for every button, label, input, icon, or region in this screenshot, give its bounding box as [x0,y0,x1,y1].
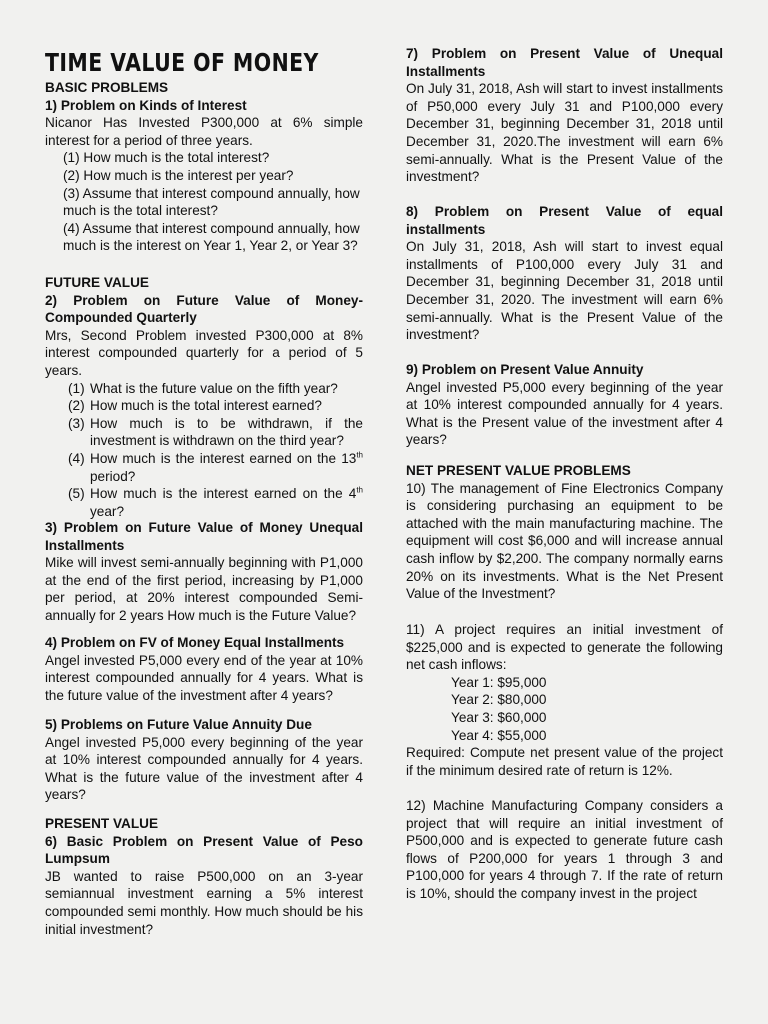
problem-9-title: 9) Problem on Present Value Annuity [406,362,644,377]
problem-11-required: Required: Compute net present value of the project if the minimum desired rate of return is 12%. [406,745,723,778]
question-item: (3) Assume that interest compound annually, how much is the total interest? [63,185,360,219]
basic-problems-heading: BASIC PROBLEMS [45,80,169,95]
problem-1-questions [45,149,363,255]
problem-6-text: JB wanted to raise P500,000 on an 3-year semiannual investment earning a 5% interest compounded semi monthly. How much should be his initial investment? [45,868,363,937]
problem-7-text: On July 31, 2018, Ash will start to invest installments of P50,000 every July 31 and P100,000 every December 31, beginning December 31, 2018 until December 31, 2020.The investment will earn 6% semi-annually. What is the Present Value of the investment? [406,81,723,185]
problem-8-text: On July 31, 2018, Ash will start to invest equal installments of P100,000 every July 31 and December 31, beginning December 31, 2018 until December 31, 2020. The investment will earn 6% semi-annually. What is the Present Value of the investment? [406,239,723,343]
future-value-section [45,274,363,520]
problem-11 [406,621,723,779]
problem-2-text: Mrs, Second Problem invested P300,000 at 8% interest compounded quarterly for a period of 5 years. [45,327,363,378]
npv-heading: NET PRESENT VALUE PROBLEMS [406,463,631,478]
cash-inflow-list [406,674,723,744]
list-item: Year 2: $80,000 [451,692,547,708]
problem-8 [406,203,723,344]
problem-5-text: Angel invested P5,000 every beginning of the year at 10% interest compounded annually for 4 years. What is the future value of the investment after 4 years? [45,734,363,803]
problem-1-title: 1) Problem on Kinds of Interest [45,97,247,113]
problem-4-title: 4) Problem on FV of Money Equal Installments [45,635,345,650]
problem-3-text: Mike will invest semi-annually beginning with P1,000 at the end of the first period, increasing by P1,000 per period, at 20% interest compounded Semi-annually for 2 years How much is the Future Value? [45,555,363,623]
problem-11-text: 11) A project requires an initial investment of $225,000 and is expected to generate the following net cash inflows: [406,622,723,673]
problem-7-title: 7) Problem on Present Value of Unequal Installments [406,46,723,79]
problem-8-title: 8) Problem on Present Value of equal installments [406,204,723,237]
problem-10-text: 10) The management of Fine Electronics Company is considering purchasing an equipment to be attached with the main manufacturing machine. The equipment will cost $6,000 and will increase annual cash inflow by $2,200. The company normally earns 20% on its investments. What is the Net Present Value of the Investment? [406,480,723,602]
problem-6-title: 6) Basic Problem on Present Value of Peso Lumpsum [45,833,363,867]
problem-2-questions [45,380,363,521]
problem-9-text: Angel invested P5,000 every beginning of the year at 10% interest compounded annually for 4 years. What is the Present value of the investment after 4 years? [406,379,723,448]
question-item: (2) How much is the interest per year? [63,167,294,183]
list-item: Year 1: $95,000 [451,674,547,690]
problem-7 [406,45,723,186]
problem-12-text: 12) Machine Manufacturing Company considers a project that will require an initial investment of P500,000 and is expected to generate future cash flows of P200,000 for years 1 through 3 and P100,000 for years 4 through 7. If the rate of return is 10%, should the company invest in the project [406,798,723,901]
npv-section [406,462,723,603]
problem-4 [45,634,363,704]
present-value-section [45,815,363,938]
question-item: (2) How much is the total interest earned? [68,398,322,414]
problem-9 [406,361,723,449]
question-item: (4) Assume that interest compound annually, how much is the interest on Year 1, Year 2, or Year 3? [63,220,360,254]
problem-3 [45,519,363,625]
present-value-heading: PRESENT VALUE [45,816,159,831]
question-item: (5) How much is the interest earned on the 4th year? [68,485,363,519]
problem-1-text: Nicanor Has Invested P300,000 at 6% simple interest for a period of three years. [45,115,363,148]
question-item: (3) How much is to be withdrawn, if the investment is withdrawn on the third year? [68,415,363,449]
problem-3-title: 3) Problem on Future Value of Money Unequal Installments [45,520,363,553]
problem-5-title: 5) Problems on Future Value Annuity Due [45,717,312,732]
list-item: Year 3: $60,000 [451,709,547,725]
problem-5 [45,716,363,804]
problem-12 [406,797,723,903]
page-title: TIME VALUE OF MONEY [45,48,319,77]
list-item: Year 4: $55,000 [451,727,547,743]
basic-problems-section [45,79,363,255]
problem-4-text: Angel invested P5,000 every end of the year at 10% interest compounded annually for 4 years. What is the future value of the investment after 4 years? [45,652,363,703]
problem-2-title: 2) Problem on Future Value of Money-Compounded Quarterly [45,292,363,326]
question-item: (1) How much is the total interest? [63,150,270,166]
question-item: (4) How much is the interest earned on the 13th period? [68,450,363,484]
question-item: (1) What is the future value on the fifth year? [68,380,338,396]
future-value-heading: FUTURE VALUE [45,275,149,290]
